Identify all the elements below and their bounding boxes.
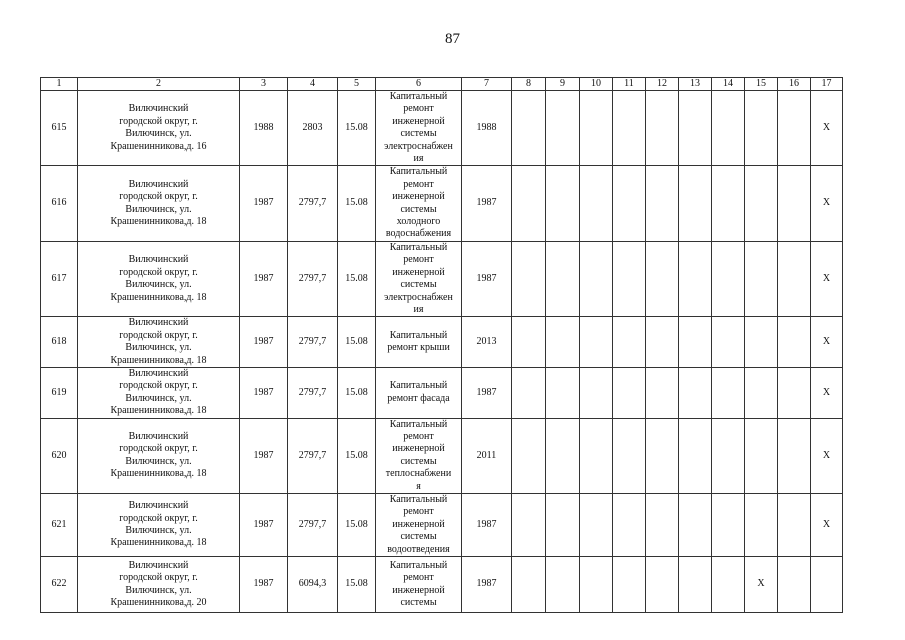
mark-cell — [512, 557, 546, 613]
row-number-cell: 619 — [41, 367, 78, 418]
mark-cell — [613, 241, 646, 316]
mark-cell — [613, 166, 646, 241]
code-cell: 15.08 — [338, 241, 376, 316]
build-year-cell: 1988 — [240, 91, 288, 166]
mark-cell — [580, 317, 613, 368]
code-cell: 15.08 — [338, 557, 376, 613]
code-cell: 15.08 — [338, 317, 376, 368]
mark-cell — [613, 418, 646, 493]
table-row — [41, 367, 843, 418]
mark-cell — [778, 241, 811, 316]
mark-cell — [646, 418, 679, 493]
table-row — [41, 241, 843, 316]
column-header: 7 — [462, 78, 512, 91]
mark-cell — [778, 494, 811, 557]
mark-cell — [512, 367, 546, 418]
build-year-cell: 1987 — [240, 317, 288, 368]
mark-cell — [679, 91, 712, 166]
mark-cell — [712, 494, 745, 557]
mark-cell — [580, 418, 613, 493]
mark-cell — [745, 367, 778, 418]
address-cell: Вилючинский городской округ, г. Вилючинск, ул. Крашенинникова,д. 20 — [78, 557, 240, 613]
repair-year-cell: 1987 — [462, 367, 512, 418]
mark-cell — [546, 317, 580, 368]
mark-cell — [745, 317, 778, 368]
address-cell: Вилючинский городской округ, г. Вилючинск, ул. Крашенинникова,д. 18 — [78, 317, 240, 368]
column-header: 1 — [41, 78, 78, 91]
column-header: 11 — [613, 78, 646, 91]
mark-cell — [646, 367, 679, 418]
mark-cell: X — [811, 166, 843, 241]
mark-cell: X — [745, 557, 778, 613]
page-number: 87 — [445, 31, 460, 47]
mark-cell: X — [811, 317, 843, 368]
mark-cell: X — [811, 91, 843, 166]
mark-cell — [546, 241, 580, 316]
mark-cell — [679, 367, 712, 418]
mark-cell — [712, 317, 745, 368]
mark-cell — [778, 557, 811, 613]
mark-cell — [646, 557, 679, 613]
mark-cell — [778, 166, 811, 241]
mark-cell — [745, 241, 778, 316]
work-type-cell: Капитальный ремонт инженерной системы электроснабжен ия — [376, 91, 462, 166]
table-row — [41, 91, 843, 166]
mark-cell — [646, 166, 679, 241]
mark-cell — [679, 418, 712, 493]
code-cell: 15.08 — [338, 91, 376, 166]
mark-cell — [613, 367, 646, 418]
table-row — [41, 317, 843, 368]
address-cell: Вилючинский городской округ, г. Вилючинск, ул. Крашенинникова,д. 18 — [78, 241, 240, 316]
mark-cell — [679, 557, 712, 613]
mark-cell — [512, 166, 546, 241]
mark-cell — [546, 418, 580, 493]
mark-cell — [546, 166, 580, 241]
row-number-cell: 621 — [41, 494, 78, 557]
mark-cell — [512, 91, 546, 166]
mark-cell — [546, 557, 580, 613]
area-cell: 2797,7 — [288, 166, 338, 241]
mark-cell — [646, 494, 679, 557]
column-header: 6 — [376, 78, 462, 91]
registry-table — [40, 77, 843, 613]
mark-cell — [679, 241, 712, 316]
table-row — [41, 557, 843, 613]
build-year-cell: 1987 — [240, 557, 288, 613]
address-cell: Вилючинский городской округ, г. Вилючинск, ул. Крашенинникова,д. 18 — [78, 418, 240, 493]
address-cell: Вилючинский городской округ, г. Вилючинск, ул. Крашенинникова,д. 18 — [78, 166, 240, 241]
mark-cell — [613, 91, 646, 166]
build-year-cell: 1987 — [240, 166, 288, 241]
mark-cell — [712, 166, 745, 241]
column-header: 17 — [811, 78, 843, 91]
work-type-cell: Капитальный ремонт инженерной системы водоотведения — [376, 494, 462, 557]
column-header: 15 — [745, 78, 778, 91]
work-type-cell: Капитальный ремонт фасада — [376, 367, 462, 418]
column-header: 10 — [580, 78, 613, 91]
mark-cell — [646, 91, 679, 166]
repair-year-cell: 2013 — [462, 317, 512, 368]
work-type-cell: Капитальный ремонт инженерной системы холодного водоснабжения — [376, 166, 462, 241]
mark-cell — [613, 494, 646, 557]
mark-cell — [712, 91, 745, 166]
column-header: 9 — [546, 78, 580, 91]
mark-cell — [646, 317, 679, 368]
address-cell: Вилючинский городской округ, г. Вилючинск, ул. Крашенинникова,д. 18 — [78, 494, 240, 557]
row-number-cell: 620 — [41, 418, 78, 493]
mark-cell: X — [811, 418, 843, 493]
area-cell: 6094,3 — [288, 557, 338, 613]
mark-cell — [811, 557, 843, 613]
build-year-cell: 1987 — [240, 418, 288, 493]
repair-year-cell: 1987 — [462, 166, 512, 241]
column-header: 12 — [646, 78, 679, 91]
build-year-cell: 1987 — [240, 494, 288, 557]
mark-cell — [512, 418, 546, 493]
mark-cell — [546, 494, 580, 557]
column-header: 2 — [78, 78, 240, 91]
mark-cell — [745, 418, 778, 493]
mark-cell: X — [811, 367, 843, 418]
column-header: 3 — [240, 78, 288, 91]
mark-cell — [646, 241, 679, 316]
mark-cell — [679, 317, 712, 368]
mark-cell — [745, 494, 778, 557]
area-cell: 2797,7 — [288, 241, 338, 316]
code-cell: 15.08 — [338, 166, 376, 241]
mark-cell — [580, 166, 613, 241]
mark-cell — [613, 557, 646, 613]
mark-cell: X — [811, 241, 843, 316]
work-type-cell: Капитальный ремонт инженерной системы теплоснабжени я — [376, 418, 462, 493]
repair-year-cell: 1987 — [462, 494, 512, 557]
mark-cell — [580, 91, 613, 166]
mark-cell — [745, 166, 778, 241]
column-header: 16 — [778, 78, 811, 91]
address-cell: Вилючинский городской округ, г. Вилючинск, ул. Крашенинникова,д. 16 — [78, 91, 240, 166]
mark-cell — [712, 418, 745, 493]
mark-cell — [712, 557, 745, 613]
mark-cell — [580, 241, 613, 316]
repair-year-cell: 1987 — [462, 241, 512, 316]
table-row — [41, 494, 843, 557]
area-cell: 2797,7 — [288, 317, 338, 368]
build-year-cell: 1987 — [240, 367, 288, 418]
build-year-cell: 1987 — [240, 241, 288, 316]
mark-cell — [778, 91, 811, 166]
repair-year-cell: 1987 — [462, 557, 512, 613]
mark-cell — [778, 317, 811, 368]
mark-cell — [580, 367, 613, 418]
work-type-cell: Капитальный ремонт инженерной системы — [376, 557, 462, 613]
code-cell: 15.08 — [338, 418, 376, 493]
area-cell: 2797,7 — [288, 418, 338, 493]
mark-cell — [512, 241, 546, 316]
work-type-cell: Капитальный ремонт инженерной системы электроснабжен ия — [376, 241, 462, 316]
column-header: 5 — [338, 78, 376, 91]
mark-cell — [580, 557, 613, 613]
area-cell: 2797,7 — [288, 494, 338, 557]
column-header: 13 — [679, 78, 712, 91]
mark-cell: X — [811, 494, 843, 557]
mark-cell — [712, 367, 745, 418]
repair-year-cell: 2011 — [462, 418, 512, 493]
area-cell: 2803 — [288, 91, 338, 166]
mark-cell — [613, 317, 646, 368]
row-number-cell: 615 — [41, 91, 78, 166]
mark-cell — [778, 367, 811, 418]
mark-cell — [512, 317, 546, 368]
table-row — [41, 166, 843, 241]
mark-cell — [679, 494, 712, 557]
row-number-cell: 616 — [41, 166, 78, 241]
mark-cell — [679, 166, 712, 241]
code-cell: 15.08 — [338, 494, 376, 557]
work-type-cell: Капитальный ремонт крыши — [376, 317, 462, 368]
mark-cell — [546, 91, 580, 166]
area-cell: 2797,7 — [288, 367, 338, 418]
row-number-cell: 617 — [41, 241, 78, 316]
mark-cell — [745, 91, 778, 166]
mark-cell — [778, 418, 811, 493]
mark-cell — [546, 367, 580, 418]
code-cell: 15.08 — [338, 367, 376, 418]
column-header: 4 — [288, 78, 338, 91]
header-row — [41, 78, 843, 91]
table-row — [41, 418, 843, 493]
column-header: 8 — [512, 78, 546, 91]
row-number-cell: 622 — [41, 557, 78, 613]
mark-cell — [712, 241, 745, 316]
address-cell: Вилючинский городской округ, г. Вилючинск, ул. Крашенинникова,д. 18 — [78, 367, 240, 418]
mark-cell — [512, 494, 546, 557]
mark-cell — [580, 494, 613, 557]
column-header: 14 — [712, 78, 745, 91]
row-number-cell: 618 — [41, 317, 78, 368]
repair-year-cell: 1988 — [462, 91, 512, 166]
